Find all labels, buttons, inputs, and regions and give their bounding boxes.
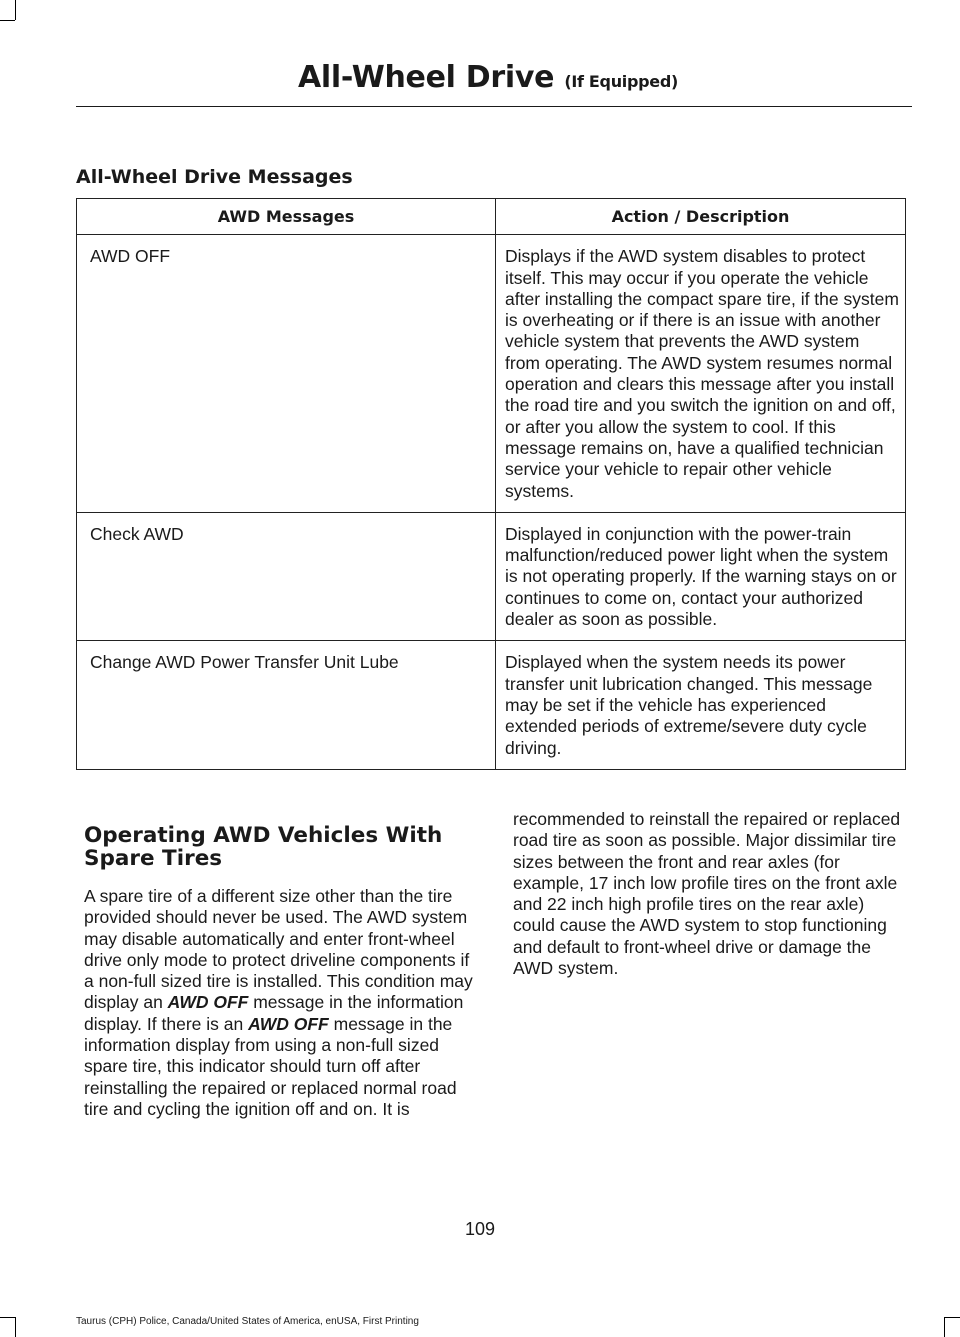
description-cell: Displayed in conjunction with the power-train malfunction/reduced power light when the system is not operating properly. If the warning stays on or continues to come on, contact your authorized dealer as soon as possible. [496,512,906,640]
crop-mark [945,1317,960,1318]
paragraph-text: message in the information display. If there is an [84,992,464,1034]
column-header-messages: AWD Messages [77,199,496,235]
crop-mark [15,1317,16,1337]
section-title: All-Wheel Drive Messages [76,166,353,188]
chapter-qualifier: (If Equipped) [564,72,678,91]
page-number: 109 [464,1219,496,1239]
paragraph-text: A spare tire of a different size other than the tire provided should never be used. The AWD system may disable automatically and enter front-wheel drive only mode to protect driveline components if a non-full sized tire is installed. This condition may display an [84,886,473,1013]
table-row [77,235,906,513]
header-divider [76,106,912,107]
table-header-row [77,199,906,235]
spare-tires-paragraph [84,886,476,1120]
awd-off-emphasis: AWD OFF [167,992,249,1013]
spare-tires-paragraph-continued: recommended to reinstall the repaired or replaced road tire as soon as possible. Major dissimilar tire sizes between the front and rear axles (for example, 17 inch low profile tires on the front axle and 22 inch high profile tires on the rear axle) could cause the AWD system to stop functioning and default to front-wheel drive or damage the AWD system. [513,809,901,979]
description-cell: Displays if the AWD system disables to protect itself. This may occur if you operate the vehicle after installing the compact spare tire, if the system is overheating or if there is an issue with another vehicle system that prevents the AWD system from operating. The AWD system resumes normal operation and clears this message after you install the road tire and you switch the ignition on and off, or after you allow the system to cool. If this message remains on, have a qualified technician service your vehicle to repair other vehicle systems. [496,235,906,513]
column-header-description: Action / Description [496,199,906,235]
message-cell: Change AWD Power Transfer Unit Lube [77,641,496,769]
chapter-title: All-Wheel Drive [298,60,555,95]
message-cell: AWD OFF [77,235,496,513]
page-title [298,60,678,95]
footer-text: Taurus (CPH) Police, Canada/United States of America, enUSA, First Printing [76,1316,419,1327]
table-row [77,512,906,640]
crop-mark [0,20,15,21]
crop-mark [944,1317,945,1337]
description-cell: Displayed when the system needs its power transfer unit lubrication changed. This message may be set if the vehicle has experienced extended periods of extreme/severe duty cycle driving. [496,641,906,769]
spare-tires-heading: Operating AWD Vehicles With Spare Tires [84,823,443,871]
message-cell: Check AWD [77,512,496,640]
crop-mark [0,1317,15,1318]
awd-off-emphasis: AWD OFF [248,1013,329,1034]
table-row [77,641,906,769]
awd-messages-table [76,198,906,770]
crop-mark [15,0,16,20]
paragraph-text: message in the information display from using a non-full sized spare tire, this indicator should turn off after reinstalling the repaired or replaced normal road tire and cycling the ignition off and on. It is [84,1013,457,1119]
